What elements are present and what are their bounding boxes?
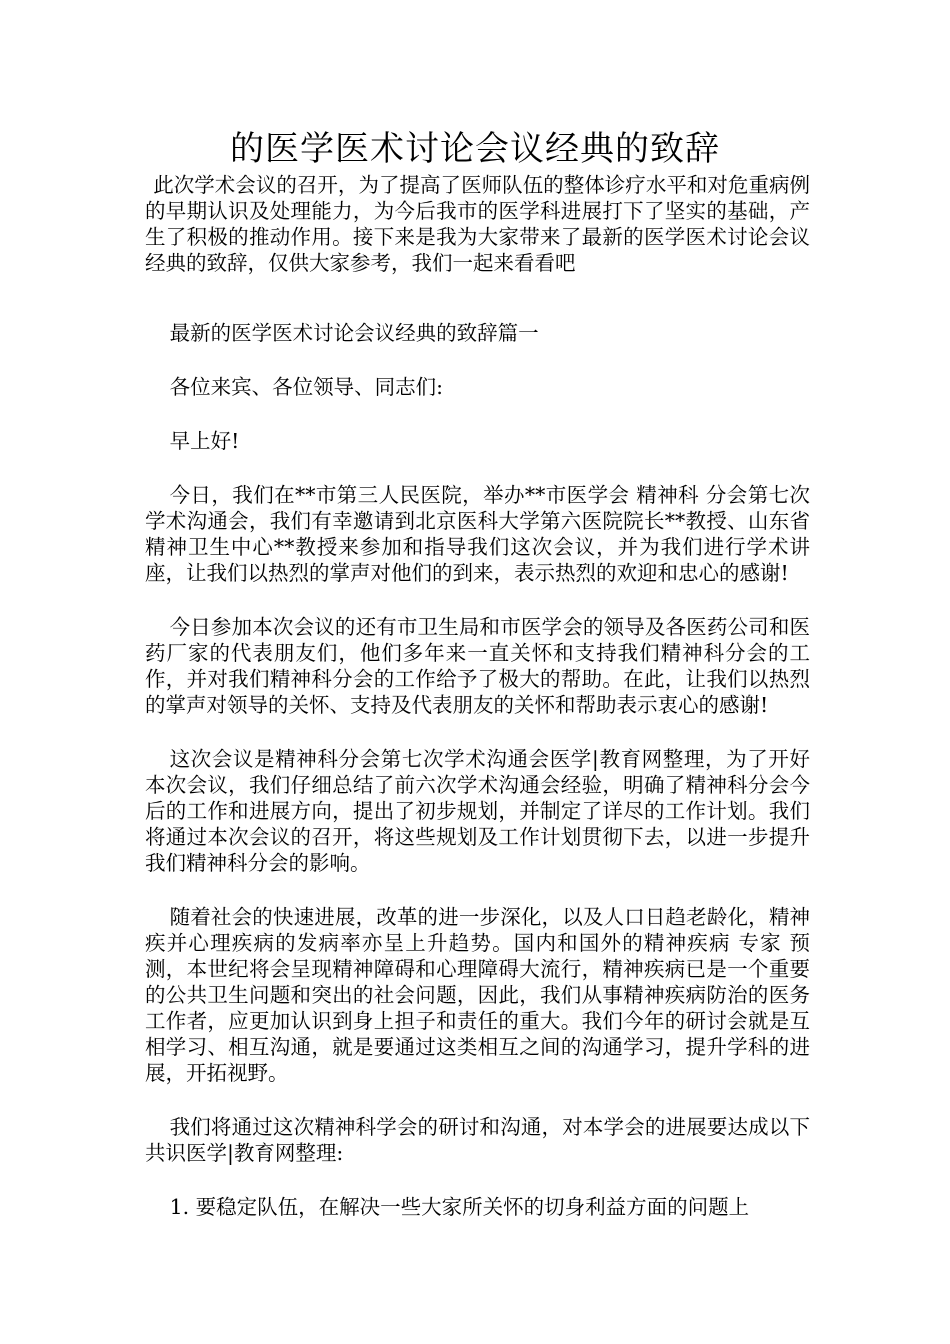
- body-paragraph: 今日参加本次会议的还有市卫生局和市医学会的领导及各医药公司和医药厂家的代表朋友们，他们多年来一直关怀和支持我们精神科分会的工作，并对我们精神科分会的工作给予了极大的帮助。在此，让我们以热烈的掌声对领导的关怀、支持及代表朋友的关怀和帮助表示衷心的感谢!: [145, 615, 810, 717]
- section-heading: 最新的医学医术讨论会议经典的致辞篇一: [169, 321, 539, 345]
- body-paragraph: 随着社会的快速进展，改革的进一步深化，以及人口日趋老龄化，精神疾并心理疾病的发病率亦呈上升趋势。国内和国外的精神疾病 专家 预测，本世纪将会呈现精神障碍和心理障碍大流行，精神疾病已是一个重要的公共卫生问题和突出的社会问题，因此，我们从事精神疾病防治的医务工作者，应更加认识到身上担子和责任的重大。我们今年的研讨会就是互相学习、相互沟通，就是要通过这类相互之间的沟通学习，提升学科的进展，开拓视野。: [145, 905, 810, 1085]
- greeting: 早上好!: [169, 429, 240, 453]
- list-item: 1. 要稳定队伍，在解决一些大家所关怀的切身利益方面的问题上: [169, 1195, 750, 1219]
- document-title: 的医学医术讨论会议经典的致辞: [230, 129, 720, 169]
- salutation: 各位来宾、各位领导、同志们:: [169, 375, 443, 399]
- body-paragraph: 我们将通过这次精神科学会的研讨和沟通，对本学会的进展要达成以下共识医学|教育网整理:: [145, 1115, 810, 1165]
- document-body: [145, 172, 810, 1220]
- body-paragraph: 今日，我们在**市第三人民医院，举办**市医学会 精神科 分会第七次学术沟通会，我们有幸邀请到北京医科大学第六医院院长**教授、山东省精神卫生中心**教授来参加和指导我们这次会议，并为我们进行学术讲座，让我们以热烈的掌声对他们的到来，表示热烈的欢迎和忠心的感谢!: [145, 483, 810, 585]
- body-paragraph: 这次会议是精神科分会第七次学术沟通会医学|教育网整理，为了开好本次会议，我们仔细总结了前六次学术沟通会经验，明确了精神科分会今后的工作和进展方向，提出了初步规划，并制定了详尽的工作计划。我们将通过本次会议的召开，将这些规划及工作计划贯彻下去，以进一步提升我们精神科分会的影响。: [145, 747, 810, 875]
- intro-paragraph: 此次学术会议的召开，为了提高了医师队伍的整体诊疗水平和对危重病例的早期认识及处理能力，为今后我市的医学科进展打下了坚实的基础，产生了积极的推动作用。接下来是我为大家带来了最新的医学医术讨论会议经典的致辞，仅供大家参考，我们一起来看看吧: [145, 173, 810, 275]
